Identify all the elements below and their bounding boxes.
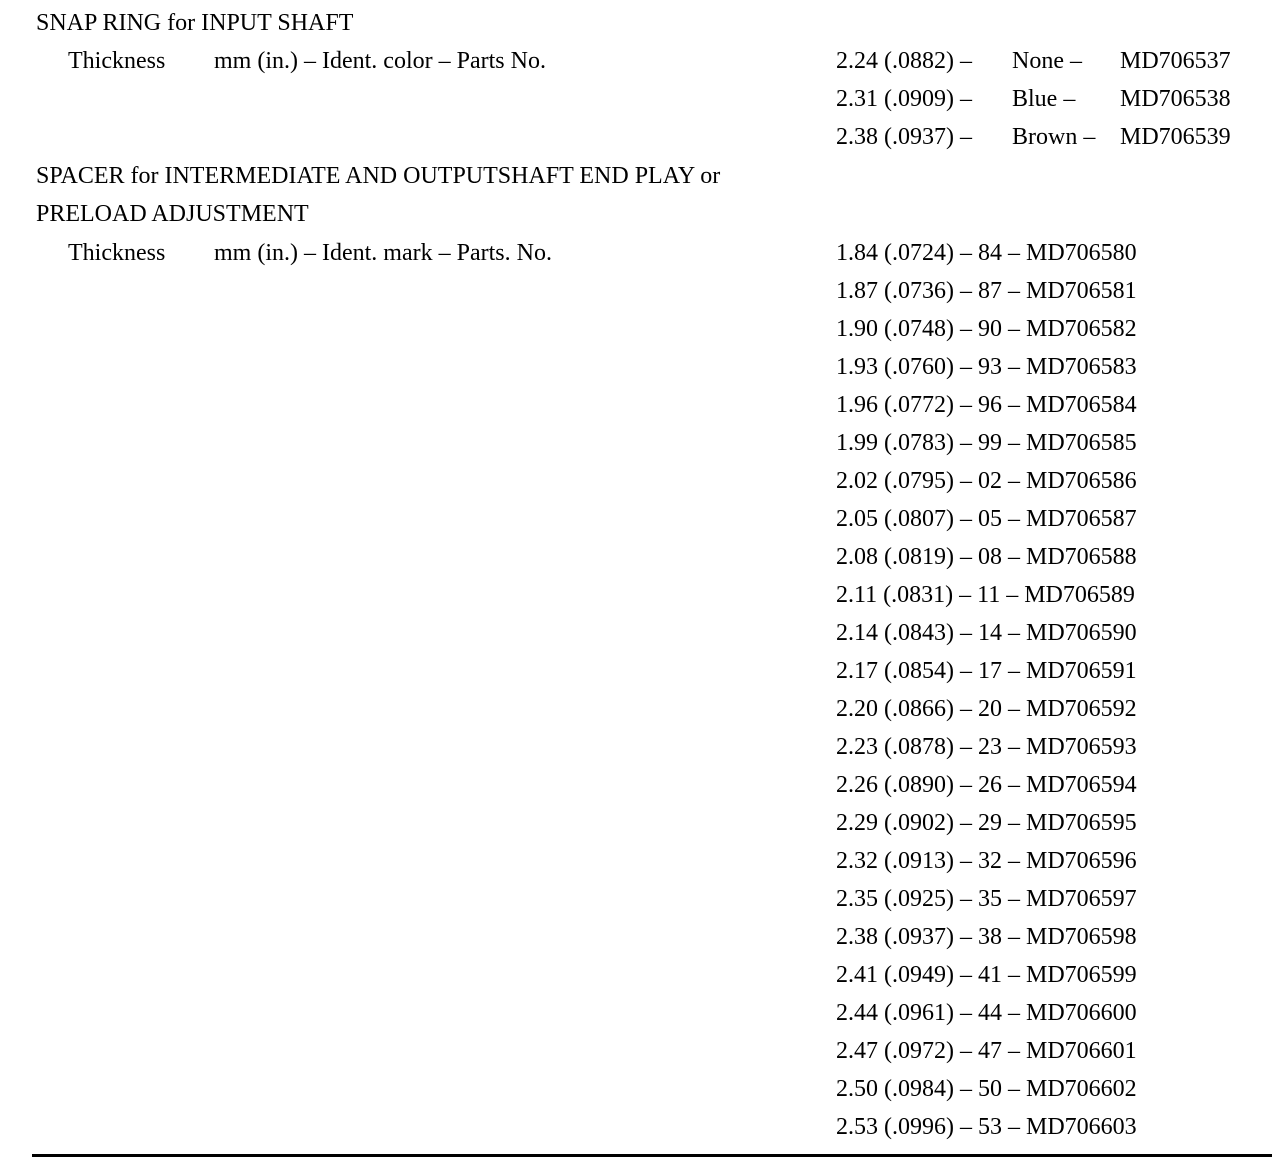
- snap-ring-part-number: MD706538: [1120, 86, 1231, 112]
- snap-ring-thickness: 2.24 (.0882) –: [836, 48, 972, 74]
- spacer-row: 2.35 (.0925) – 35 – MD706597: [836, 886, 1137, 912]
- spacer-heading-line2: PRELOAD ADJUSTMENT: [36, 201, 309, 227]
- snap-ring-color: Brown –: [1012, 124, 1096, 150]
- bottom-rule: [32, 1154, 1272, 1157]
- spacer-row: 2.08 (.0819) – 08 – MD706588: [836, 544, 1137, 570]
- spacer-row: 2.50 (.0984) – 50 – MD706602: [836, 1076, 1137, 1102]
- spacer-row: 1.90 (.0748) – 90 – MD706582: [836, 316, 1137, 342]
- snap-ring-row: [836, 42, 1231, 80]
- spacer-row: 2.32 (.0913) – 32 – MD706596: [836, 848, 1137, 874]
- spacer-row: 2.26 (.0890) – 26 – MD706594: [836, 772, 1137, 798]
- spacer-row: 2.53 (.0996) – 53 – MD706603: [836, 1114, 1137, 1140]
- snap-ring-color: Blue –: [1012, 86, 1076, 112]
- snap-ring-column-description: mm (in.) – Ident. color – Parts No.: [214, 48, 546, 74]
- snap-ring-part-number: MD706539: [1120, 124, 1231, 150]
- snap-ring-part-number: MD706537: [1120, 48, 1231, 74]
- snap-ring-color: None –: [1012, 48, 1082, 74]
- spacer-row: 1.96 (.0772) – 96 – MD706584: [836, 392, 1137, 418]
- spacer-row: 2.29 (.0902) – 29 – MD706595: [836, 810, 1137, 836]
- spacer-row: 1.93 (.0760) – 93 – MD706583: [836, 354, 1137, 380]
- snap-ring-thickness-label: Thickness: [68, 48, 166, 74]
- spacer-row: 2.38 (.0937) – 38 – MD706598: [836, 924, 1137, 950]
- spacer-heading-line1: SPACER for INTERMEDIATE AND OUTPUTSHAFT END PLAY or: [36, 163, 721, 189]
- spacer-row: 1.99 (.0783) – 99 – MD706585: [836, 430, 1137, 456]
- spacer-thickness-label: Thickness: [68, 240, 166, 266]
- spacer-row: 2.11 (.0831) – 11 – MD706589: [836, 582, 1135, 608]
- spacer-row: 2.20 (.0866) – 20 – MD706592: [836, 696, 1137, 722]
- spacer-row: 2.02 (.0795) – 02 – MD706586: [836, 468, 1137, 494]
- snap-ring-thickness: 2.31 (.0909) –: [836, 86, 972, 112]
- spacer-row: 2.41 (.0949) – 41 – MD706599: [836, 962, 1137, 988]
- spacer-row: 2.14 (.0843) – 14 – MD706590: [836, 620, 1137, 646]
- spacer-row: 1.87 (.0736) – 87 – MD706581: [836, 278, 1137, 304]
- spacer-row: 2.17 (.0854) – 17 – MD706591: [836, 658, 1137, 684]
- snap-ring-row: [836, 80, 1231, 118]
- snap-ring-heading: SNAP RING for INPUT SHAFT: [36, 10, 354, 36]
- snap-ring-thickness: 2.38 (.0937) –: [836, 124, 972, 150]
- spacer-row: 2.47 (.0972) – 47 – MD706601: [836, 1038, 1137, 1064]
- spacer-row: 2.23 (.0878) – 23 – MD706593: [836, 734, 1137, 760]
- snap-ring-row: [836, 118, 1231, 156]
- spacer-row: 2.44 (.0961) – 44 – MD706600: [836, 1000, 1137, 1026]
- spacer-row: 1.84 (.0724) – 84 – MD706580: [836, 240, 1137, 266]
- spacer-column-description: mm (in.) – Ident. mark – Parts. No.: [214, 240, 552, 266]
- spacer-row: 2.05 (.0807) – 05 – MD706587: [836, 506, 1137, 532]
